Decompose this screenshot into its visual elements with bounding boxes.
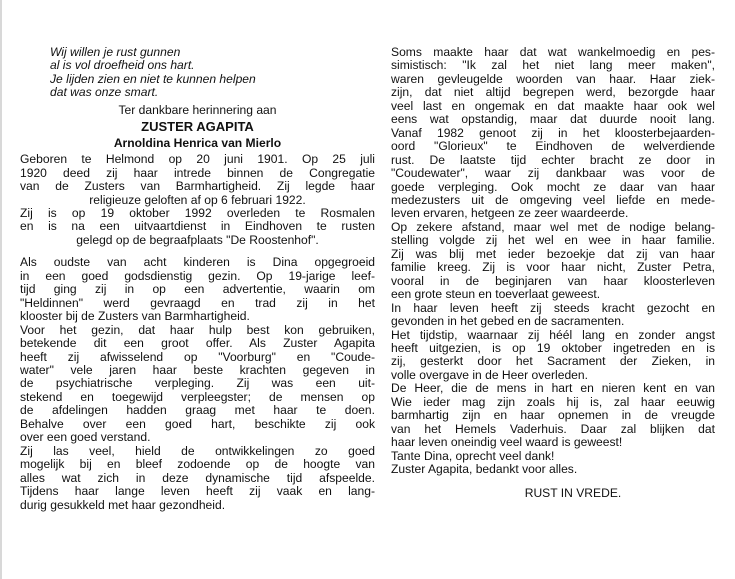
text-line: van de Zusters van Barmhartigheid. Zij legde haar <box>20 179 375 194</box>
poem-line: dat was onze smart. <box>50 85 159 100</box>
text-line: Zij las veel, hield de ontwikkelingen zo goed <box>20 443 375 458</box>
text-line: "Heldinnen" werd gevraagd en trad zij in het <box>20 295 375 310</box>
text-line: In haar leven heeft zij steeds kracht gezocht en <box>391 300 715 315</box>
text-line: waren gevleugelde woorden van haar. Haar ziek- <box>391 71 715 86</box>
text-line: "Coudewater", waar zij dankbaar was voor de <box>391 166 715 181</box>
text-line: durig gesukkeld met haar gezondheid. <box>20 497 226 512</box>
text-line: barmhartig zijn en haar opnemen in de vreugde <box>391 408 715 423</box>
poem-line: Wij willen je rust gunnen <box>50 45 181 59</box>
text-line: stekend en toegewijd verpleegster; de mensen op <box>20 389 375 404</box>
text-line: water" vele jaren haar beste krachten gegeven in <box>20 362 375 377</box>
text-line: leven ervaren, hetgeen ze zeer waardeerde. <box>391 206 629 221</box>
text-line: mogelijk bij en bleef zodoende op de hoogte van <box>20 457 375 472</box>
text-line: De Heer, die de mens in hart en nieren kent en van <box>391 381 715 396</box>
text-line: Behalve over een goed hart, beschikte zij ook <box>20 416 375 431</box>
text-line: oord "Glorieux" te Eindhoven de welverdiende <box>391 139 715 154</box>
text-line: klooster bij de Zusters van Barmhartigheid. <box>20 309 250 324</box>
text-line: over een goed verstand. <box>20 430 151 445</box>
text-line: Zij was blij met ieder bezoekje dat zij van haar <box>391 246 715 261</box>
text-line: Tante Dina, oprecht veel dank! <box>391 448 555 463</box>
text-line: Geboren te Helmond op 20 juni 1901. Op 25 juli <box>20 152 375 167</box>
text-line: zij, gesterkt door het Sacrament der Zieken, in <box>391 354 715 369</box>
text-line: betekende dit een groot offer. Als Zuster Agapita <box>20 336 375 351</box>
text-line: volle overgave in de Heer overleden. <box>391 367 588 382</box>
text-line: goede verpleging. Ook mocht ze daar van haar <box>391 179 715 194</box>
poem-line: al is vol droefheid ons hart. <box>50 58 195 73</box>
text-line: medezusters uit de omgeving veel liefde en mede- <box>391 192 715 207</box>
text-line: simistisch: "Ik zal het niet lang meer maken", <box>391 58 715 73</box>
intro-text: Ter dankbare herinnering aan <box>118 102 277 117</box>
right-column <box>391 46 715 500</box>
text-line: religieuze geloften af op 6 februari 1922. <box>89 192 306 207</box>
text-line: alles wat zich in deze dynamische tijd afspeelde. <box>20 470 375 485</box>
text-line: Voor het gezin, dat haar hulp best kon gebruiken, <box>20 322 375 337</box>
memorial-poem <box>20 46 375 100</box>
closing-text: RUST IN VREDE. <box>524 485 622 500</box>
text-line: heeft zij afwisselend op "Voorburg" en "Coude- <box>20 349 375 364</box>
text-line: eens wat opstandig, maar dat duurde nooit lang. <box>391 112 715 127</box>
text-line: de psychiatrische verpleging. Zij was een uit- <box>20 376 375 391</box>
poem-line: Je lijden zien en niet te kunnen helpen <box>50 71 256 86</box>
text-line: vooral in de beginjaren van haar kloosterleven <box>391 273 715 288</box>
text-line: Zuster Agapita, bedankt voor alles. <box>391 462 578 477</box>
text-line: gelegd op de begraafplaats "De Roostenhof". <box>76 232 319 247</box>
text-line: veel last en ongemak en dat maakte haar ook wel <box>391 98 715 113</box>
left-column <box>20 46 375 512</box>
text-line: Soms maakte haar dat wat wankelmoedig en pes- <box>391 45 715 59</box>
text-line: Het tijdstip, waarnaar zij héél lang en zonder angst <box>391 327 715 342</box>
text-line: 1920 deed zij haar intrede binnen de Congregatie <box>20 165 375 180</box>
text-line: Wie ieder mag zijn zoals hij is, zal haar eeuwig <box>391 394 715 409</box>
text-line: stelling volgde zij het wel en wee in haar familie. <box>391 233 715 248</box>
biography-summary <box>20 153 375 247</box>
text-line: een grote steun en toeverlaat geweest. <box>391 287 601 302</box>
text-line: tijd ging zij in op een advertentie, waarin om <box>20 282 375 297</box>
text-line: gevonden in het gebed en de sacramenten. <box>391 314 625 329</box>
biography-text <box>20 256 375 512</box>
page-edge <box>0 0 2 579</box>
text-line: van het Hemels Vaderhuis. Daar zal blijken dat <box>391 421 715 436</box>
text-line: familie kreeg. Zij is voor haar nicht, Zuster Petra, <box>391 260 715 275</box>
text-line: in een goed godsdienstig gezin. Op 19-jarige leef- <box>20 268 375 283</box>
name-primary: ZUSTER AGAPITA <box>141 119 254 135</box>
name-secondary: Arnoldina Henrica van Mierlo <box>113 135 282 150</box>
text-line: en is na een uitvaartdienst in Eindhoven te rusten <box>20 219 375 234</box>
text-line: Vanaf 1982 genoot zij in het kloosterbejaarden- <box>391 125 715 140</box>
text-line: Zij is op 19 oktober 1992 overleden te Rosmalen <box>20 205 375 220</box>
biography-continuation <box>391 46 715 477</box>
text-line: Op zekere afstand, maar wel met de nodige belang- <box>391 219 715 234</box>
text-line: zijn, dat niet altijd begrepen werd, bezorgde haar <box>391 85 715 100</box>
text-line: heeft uitgezien, is op 19 oktober ingetreden en is <box>391 340 715 355</box>
text-line: haar leven oneindig veel waard is geweest! <box>391 435 623 450</box>
text-line: Tijdens haar lange leven heeft zij vaak en lang- <box>20 484 375 499</box>
text-line: rust. De laatste tijd echter bracht ze door in <box>391 152 715 167</box>
text-line: Als oudste van acht kinderen is Dina opgegroeid <box>20 255 375 270</box>
text-line: de afdelingen hadden graag met haar te doen. <box>20 403 375 418</box>
